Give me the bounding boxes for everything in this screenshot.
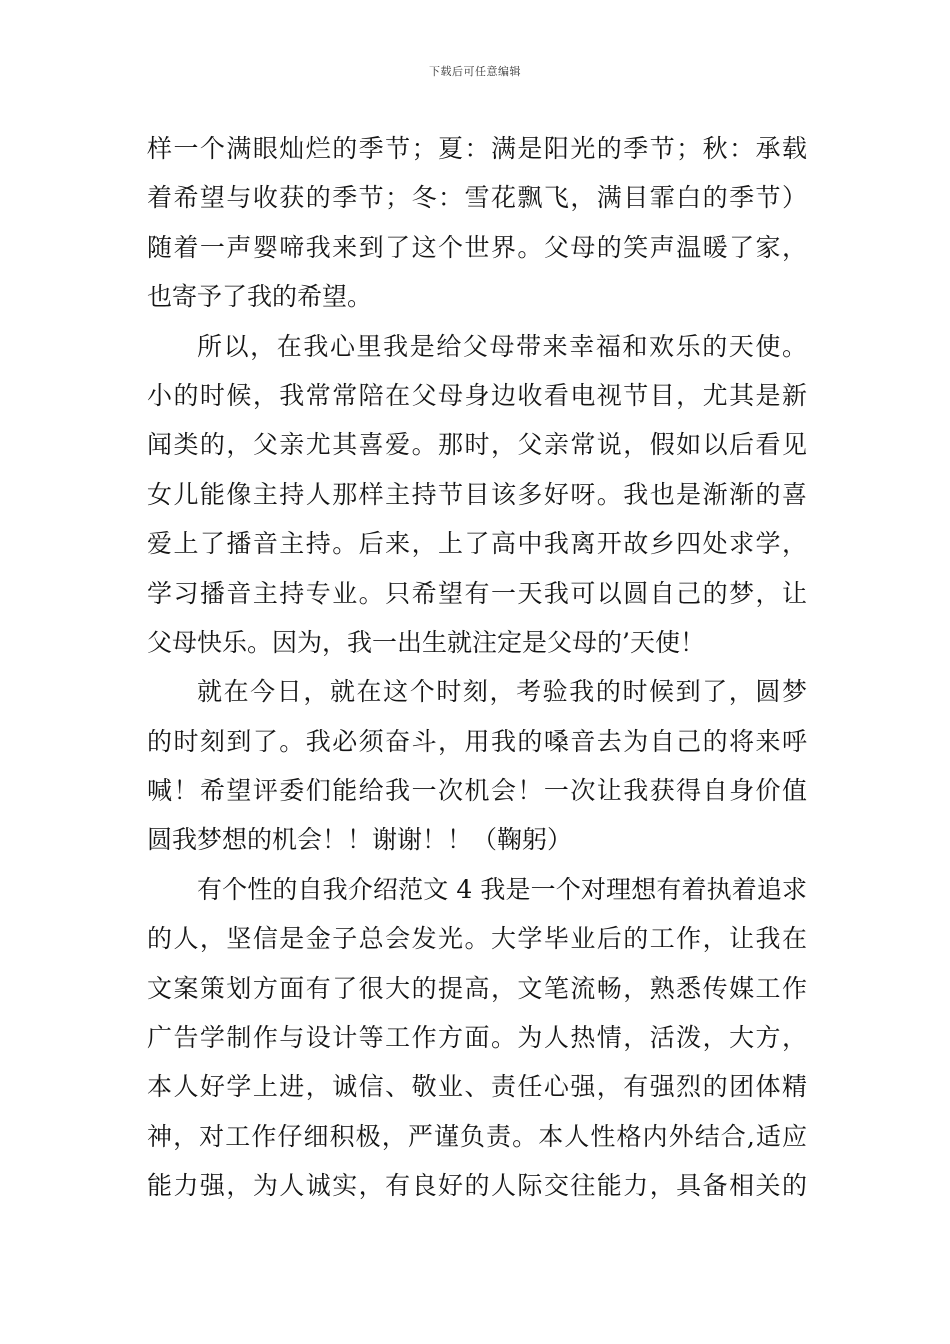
text-line: 神，对工作仔细积极，严谨负责。本人性格内外结合,适应 [147, 1121, 807, 1151]
text-line: 圆我梦想的机会！！谢谢！！（鞠躬） [147, 825, 573, 855]
text-line: 随着一声婴啼我来到了这个世界。父母的笑声温暖了家， [147, 232, 807, 262]
text-line: 有个性的自我介绍范文 4 我是一个对理想有着执着追求 [197, 874, 807, 904]
text-line: 闻类的，父亲尤其喜爱。那时，父亲常说，假如以后看见 [147, 430, 807, 460]
text-line: 父母快乐。因为，我一出生就注定是父母的’天使！ [147, 627, 705, 657]
text-line: 所以，在我心里我是给父母带来幸福和欢乐的天使。 [197, 331, 807, 361]
text-line: 样一个满眼灿烂的季节；夏：满是阳光的季节；秋：承载 [147, 134, 807, 163]
text-line: 爱上了播音主持。后来，上了高中我离开故乡四处求学， [147, 529, 807, 559]
text-line: 的时刻到了。我必须奋斗，用我的嗓音去为自己的将来呼 [147, 726, 807, 756]
text-line: 女儿能像主持人那样主持节目该多好呀。我也是渐渐的喜 [147, 479, 807, 509]
text-line: 就在今日，就在这个时刻，考验我的时候到了，圆梦 [197, 677, 807, 707]
text-line: 文案策划方面有了很大的提高，文笔流畅，熟悉传媒工作 [147, 973, 807, 1003]
text-line: 喊！希望评委们能给我一次机会！一次让我获得自身价值 [147, 776, 807, 806]
text-line: 的人，坚信是金子总会发光。大学毕业后的工作，让我在 [147, 924, 807, 954]
text-line: 也寄予了我的希望。 [147, 282, 373, 312]
body-text [147, 124, 807, 1211]
text-line: 广告学制作与设计等工作方面。为人热情，活泼，大方， [147, 1023, 807, 1053]
text-line: 能力强，为人诚实，有良好的人际交往能力，具备相关的 [147, 1171, 807, 1201]
text-line: 小的时候，我常常陪在父母身边收看电视节目，尤其是新 [147, 380, 807, 410]
page-header: 下载后可任意编辑 [429, 65, 521, 78]
text-line: 学习播音主持专业。只希望有一天我可以圆自己的梦，让 [147, 578, 807, 608]
text-line: 本人好学上进，诚信、敬业、责任心强，有强烈的团体精 [147, 1072, 807, 1102]
text-line: 着希望与收获的季节；冬：雪花飘飞，满目霏白的季节） [147, 183, 807, 213]
